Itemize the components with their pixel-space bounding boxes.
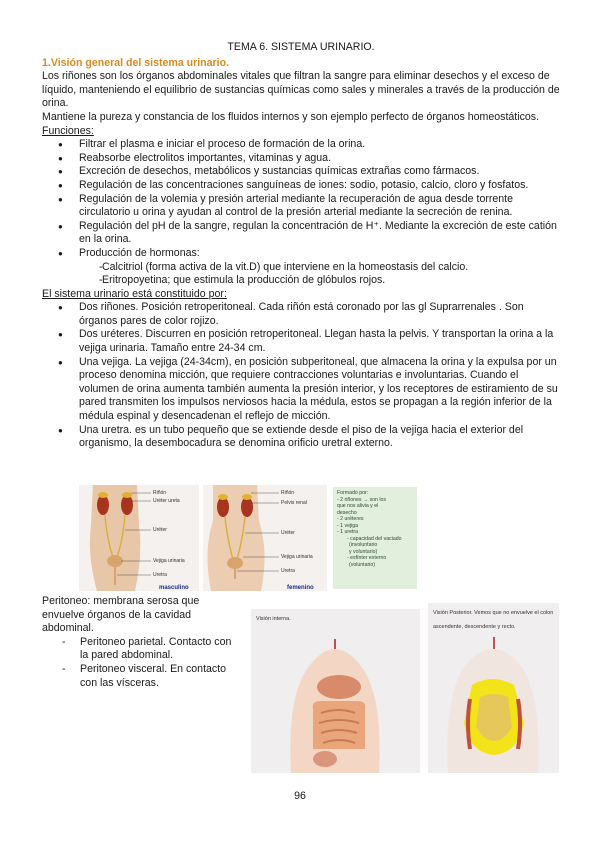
page-title: TEMA 6. SISTEMA URINARIO. xyxy=(227,41,375,53)
note-line: - esfínter externo xyxy=(347,555,387,561)
abdomen-internal-illustration xyxy=(251,609,420,773)
list-item: - Peritoneo visceral. En contacto con las vísceras. xyxy=(42,663,242,690)
peritoneo-list xyxy=(42,636,242,690)
figure-label: Uréter xyxy=(281,530,295,536)
note-line: (voluntario) xyxy=(349,561,375,568)
list-item: ● Regulación de la volemia y presión arterial mediante la recuperación de agua desde torrente circulatorio u orina y ayudan al control de la presión arterial mediante la secreción de renina. xyxy=(42,193,560,220)
note-line: - 2 uréteres xyxy=(337,516,364,522)
list-item: ● Dos riñones. Posición retroperitoneal. Cada riñón está coronado por las gl Suprarrenales . Son órganos pares de color rojizo. xyxy=(42,301,560,328)
list-item: ● Producción de hormonas: xyxy=(42,247,560,261)
page-number: 96 xyxy=(294,790,306,802)
componentes-list xyxy=(42,301,560,451)
funciones-label: Funciones: xyxy=(42,124,94,137)
list-item: - Calcitriol (forma activa de la vit.D) que interviene en la homeostasis del calcio. xyxy=(42,261,560,275)
note-line: desecho xyxy=(337,509,357,516)
note-line: Formado por: xyxy=(337,490,369,496)
note-line: - capacidad del vaciado xyxy=(347,535,402,542)
figure-caption: femenino xyxy=(287,585,314,591)
note-line: y voluntario) xyxy=(349,548,378,555)
list-item: ● Dos uréteres. Discurren en posición retroperitoneal. Llegan hasta la pelvis. Y transportan la orina a la vejiga urinaria. Tamaño entre 24-34 cm. xyxy=(42,328,560,355)
intro-paragraph-1: Los riñones son los órganos abdominales vitales que filtran la sangre para eliminar desechos y el exceso de líquido, manteniendo el equilibrio de sustancias químicas como sales y minerales a través de la producción de orina. xyxy=(42,70,560,110)
figure-label: Riñón xyxy=(281,490,295,496)
list-item: - Peritoneo parietal. Contacto con la pared abdominal. xyxy=(42,636,242,663)
hormonas-list xyxy=(42,261,560,288)
figure-label: Riñón xyxy=(153,490,167,496)
list-item: ● Filtrar el plasma e iniciar el proceso de formación de la orina. xyxy=(42,138,560,152)
posterior-view-caption: Visión Posterior. Vemos que no envuelve el colon ascendente, descendente y recto. xyxy=(433,610,554,630)
note-line: - 2 riñones → son los xyxy=(337,496,387,503)
section-heading: 1.Visión general del sistema urinario. xyxy=(42,56,230,69)
peritoneo-section xyxy=(42,595,242,690)
figure-label: Pelvis renal xyxy=(281,500,307,506)
internal-view-image xyxy=(251,609,420,773)
figure-handwritten-note xyxy=(333,487,417,589)
figure-label: Vejiga urinaria xyxy=(281,554,313,560)
male-torso-illustration xyxy=(79,485,199,591)
note-line: que nos alivia y el xyxy=(337,503,379,509)
male-urinary-figure xyxy=(79,485,199,591)
constituido-label: El sistema urinario está constituido por: xyxy=(42,287,227,300)
list-item: ● Regulación del pH de la sangre, regulan la concentración de H⁺. Mediante la excreción de este catión en la orina. xyxy=(42,220,560,247)
note-line: (involuntario xyxy=(349,542,378,548)
female-urinary-figure xyxy=(203,485,327,591)
internal-view-caption: Visión interna. xyxy=(256,616,291,622)
document-page xyxy=(42,41,560,451)
figure-label: Uretra xyxy=(281,568,295,574)
figure-label: Vejiga urinaria xyxy=(153,558,185,564)
figure-label: Uretra xyxy=(153,572,167,578)
note-line: - 1 uretra xyxy=(337,529,359,535)
peritoneo-text: Peritoneo: membrana serosa que envuelve órganos de la cavidad abdominal. xyxy=(42,595,200,635)
intro-paragraph-2: Mantiene la pureza y constancia de los fluidos internos y son ejemplo perfecto de órganos homeostáticos. xyxy=(42,110,540,123)
posterior-view-image xyxy=(428,603,559,773)
funciones-list xyxy=(42,138,560,260)
female-torso-illustration xyxy=(203,485,327,591)
list-item: ● Excreción de desechos, metabólicos y sustancias químicas extrañas como fármacos. xyxy=(42,165,560,179)
list-item: ● Reabsorbe electrolitos importantes, vitaminas y agua. xyxy=(42,152,560,166)
figure-label: Uréter xyxy=(153,527,167,533)
note-line: - 1 vejiga xyxy=(337,522,359,529)
figure-caption: masculino xyxy=(159,585,189,591)
list-item: ● Una uretra. es un tubo pequeño que se extiende desde el piso de la vejiga hacia el exterior del organismo, la desembocadura se denomina orificio uretral externo. xyxy=(42,424,560,451)
list-item: ● Regulación de las concentraciones sanguíneas de iones: sodio, potasio, calcio, cloro y fosfatos. xyxy=(42,179,560,193)
list-item: - Eritropoyetina; que estimula la producción de glóbulos rojos. xyxy=(42,274,560,288)
figure-label: Uréter ureta xyxy=(153,498,180,504)
list-item: ● Una vejiga. La vejiga (24-34cm), en posición subperitoneal, que almacena la orina y la expulsa por un proceso denomina micción, que requiere contracciones voluntarias e involuntarias. Cuando el volumen de orina aumenta también aumenta la presión interior, y los receptores de estiramiento de su pared transmiten los impulsos nerviosos hacia la médula, estos se propagan a la región inferior de la médula espinal y desencadenan el reflejo de micción. xyxy=(42,356,560,424)
